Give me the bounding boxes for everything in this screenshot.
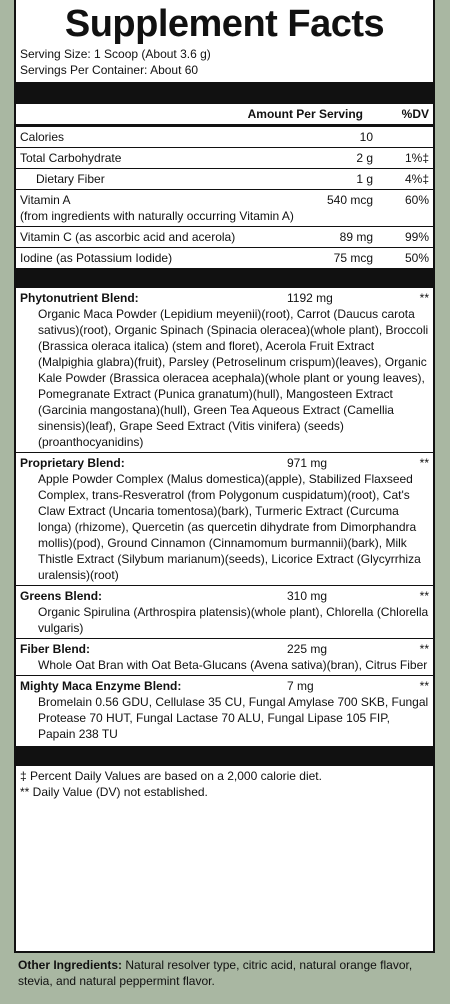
dv-header: %DV: [401, 107, 429, 121]
blend-section: [16, 638, 433, 675]
blend-name: Fiber Blend:: [20, 642, 91, 656]
blend-section: [16, 675, 433, 744]
blend-name: Phytonutrient Blend:: [20, 291, 139, 305]
nutrient-row: [16, 226, 433, 247]
divider-bar: [16, 82, 433, 104]
other-ingredients-label: Other Ingredients:: [18, 958, 123, 972]
nutrient-name: Dietary Fiber: [36, 172, 105, 186]
nutrient-dv: [383, 129, 429, 145]
nutrient-row: [16, 147, 433, 168]
divider-bar: [16, 746, 433, 766]
nutrient-note: (from ingredients with naturally occurring Vitamin A): [20, 209, 294, 223]
nutrient-name: Total Carbohydrate: [20, 151, 122, 165]
nutrient-name: Vitamin C (as ascorbic acid and acerola): [20, 230, 236, 244]
blend-section: [16, 452, 433, 585]
nutrient-amount: 10: [359, 130, 373, 144]
blend-amount: 225 mg: [287, 642, 328, 656]
blend-name: Mighty Maca Enzyme Blend:: [20, 679, 182, 693]
footnote-dv: ‡ Percent Daily Values are based on a 2,000 calorie diet.: [20, 769, 322, 783]
nutrient-row: [16, 124, 433, 147]
nutrient-name: Iodine (as Potassium Iodide): [20, 251, 173, 265]
other-ingredients-text: Natural resolver type, citric acid, natural orange flavor, stevia, and natural peppermint flavor.: [18, 958, 413, 988]
servings-per-container: Servings Per Container: About 60: [20, 63, 199, 77]
nutrient-amount: 89 mg: [339, 230, 373, 244]
blend-dv: **: [419, 589, 429, 603]
nutrient-dv: 4%‡: [404, 172, 429, 186]
serving-size: Serving Size: 1 Scoop (About 3.6 g): [20, 47, 211, 61]
blend-dv: **: [419, 679, 429, 693]
amount-header: Amount Per Serving: [247, 107, 363, 121]
footnote-not-established: ** Daily Value (DV) not established.: [20, 785, 208, 799]
nutrient-dv: 99%: [404, 230, 429, 244]
blend-name: Greens Blend:: [20, 589, 103, 603]
blend-amount: 310 mg: [287, 589, 328, 603]
nutrient-dv: 1%‡: [404, 151, 429, 165]
nutrient-name: Calories: [20, 130, 65, 144]
nutrient-row: [16, 247, 433, 268]
nutrient-dv: 50%: [404, 251, 429, 265]
blend-name: Proprietary Blend:: [20, 456, 125, 470]
blend-ingredients: Whole Oat Bran with Oat Beta-Glucans (Avena sativa)(bran), Citrus Fiber: [38, 658, 428, 672]
blend-amount: 971 mg: [287, 456, 328, 470]
blend-section: [16, 288, 433, 452]
nutrient-amount: 540 mcg: [326, 193, 373, 207]
blend-section: [16, 585, 433, 638]
blend-dv: **: [419, 291, 429, 305]
supplement-facts-panel: [14, 0, 435, 953]
nutrient-amount: 75 mcg: [333, 251, 373, 265]
nutrient-amount: 2 g: [356, 151, 373, 165]
blend-ingredients: Organic Maca Powder (Lepidium meyenii)(root), Carrot (Daucus carota sativus)(root), Organic Spinach (Spinacia oleracea)(whole plant), Broccoli (Brassica oleraca italica) (stem and floret), Acerola Fruit Extract (Malpighia glabra)(fruit), Parsley (Petroselinum crispum)(leaves), Organic Kale Powder (Brassica oleracea acephala)(whole plant or young leaves), Pomegranate Extract (Punica granatum)(hull), Mangosteen Extract (Garcinia mangostana)(hull), Green Tea Aqueous Extract (Camellia sinensis)(leaf), Grape Seed Extract (Vitis vinifera) (seeds)(proanthocyanidins): [38, 307, 429, 449]
blend-dv: **: [419, 456, 429, 470]
blend-ingredients: Organic Spirulina (Arthrospira platensis)(whole plant), Chlorella (Chlorella vulgaris): [38, 605, 429, 635]
panel-title: Supplement Facts: [64, 3, 385, 45]
blend-dv: **: [419, 642, 429, 656]
blend-amount: 1192 mg: [287, 291, 333, 305]
column-header: [16, 104, 433, 124]
other-ingredients: [18, 957, 432, 989]
divider-bar: [16, 268, 433, 288]
blend-ingredients: Apple Powder Complex (Malus domestica)(apple), Stabilized Flaxseed Complex, trans-Resveratrol (from Polygonum cuspidatum)(root), Cat's Claw Extract (Uncaria tomentosa)(bark), Turmeric Extract (Curcuma longa) (rhizome), Quercetin (as quercetin dihydrate from Dimorphandra mollis)(pod), Ground Cinnamon (Cinnamomum burmannii)(bark), Milk Thistle Extract (Silybum marianum)(seeds), Licorice Extract (Glycyrrhiza uralensis)(root): [38, 472, 421, 582]
blend-amount: 7 mg: [287, 679, 314, 693]
nutrient-amount: 1 g: [356, 172, 373, 186]
nutrient-row: [16, 168, 433, 189]
nutrient-row: [16, 189, 433, 226]
nutrient-dv: 60%: [404, 193, 429, 207]
nutrient-name: Vitamin A: [20, 193, 71, 207]
blend-ingredients: Bromelain 0.56 GDU, Cellulase 35 CU, Fungal Amylase 700 SKB, Fungal Protease 70 HUT, Fungal Lactase 70 ALU, Fungal Lipase 105 FIP, Papain 238 TU: [38, 695, 429, 741]
